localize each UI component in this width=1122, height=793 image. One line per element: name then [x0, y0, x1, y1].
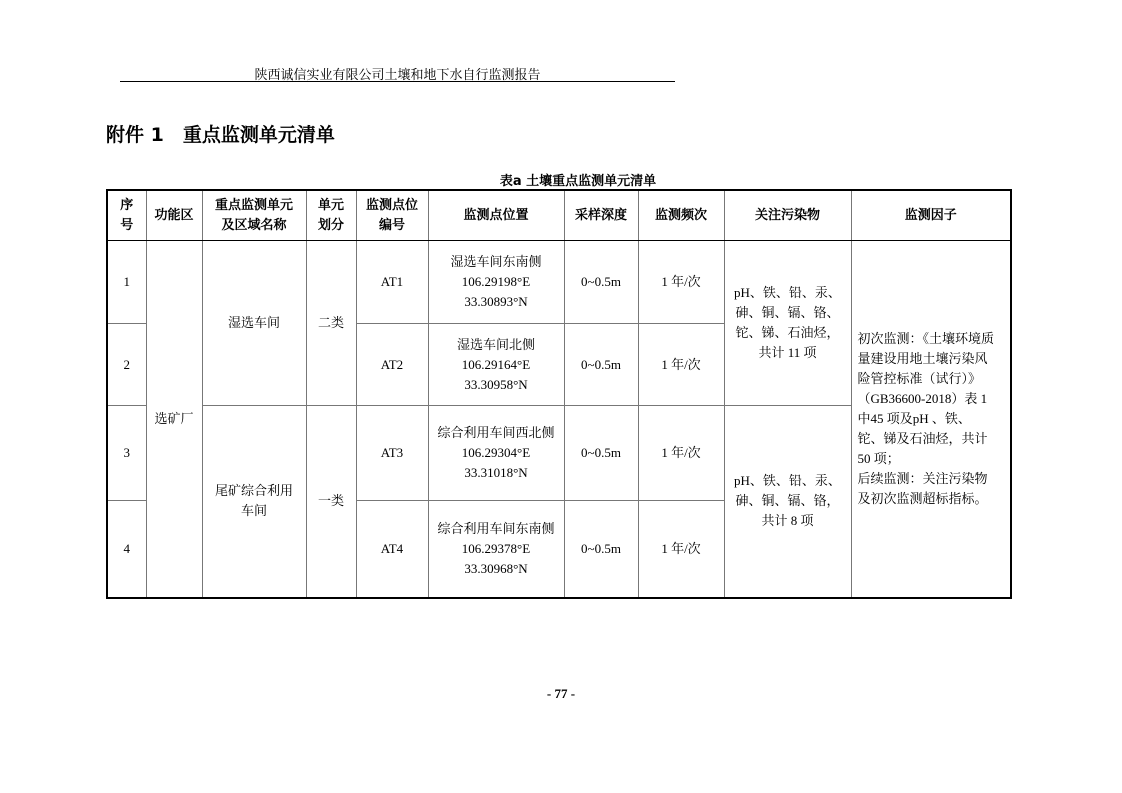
row-no: 3 — [107, 406, 146, 501]
location — [428, 241, 564, 324]
pollutant-line: 共计 11 项 — [758, 345, 817, 360]
column-header-line: 及区域名称 — [221, 217, 287, 233]
factor-line: 初次监测：《土壤环境质 — [857, 330, 995, 346]
column-header — [851, 190, 1011, 241]
factor-line: 50 项； — [857, 450, 900, 466]
monitoring-factors — [851, 241, 1011, 598]
pollutants — [724, 241, 851, 406]
factor-line: 险管控标准（试行）》 — [857, 370, 982, 386]
location-lon: 106.29378°E — [461, 540, 531, 556]
factor-line: 量建设用地土壤污染风 — [857, 350, 988, 366]
factor-line: 后续监测：关注污染物 — [857, 470, 988, 486]
point-depth: 0~0.5m — [564, 241, 638, 324]
factor-line: 及初次监测超标指标。 — [857, 490, 988, 506]
point-depth: 0~0.5m — [564, 501, 638, 598]
column-header-line: 功能区 — [154, 207, 194, 223]
location-lon: 106.29164°E — [461, 356, 531, 372]
point-code: AT2 — [356, 324, 428, 406]
factor-line: （GB36600-2018）表 1 — [857, 390, 988, 406]
unit-class: 二类 — [306, 241, 356, 406]
pollutant-line: 铊、锑、石油烃， — [735, 325, 840, 340]
location-loc: 综合利用车间西北侧 — [437, 425, 555, 440]
column-header — [638, 190, 724, 241]
location — [428, 406, 564, 501]
column-header — [107, 190, 146, 241]
table-caption: 表a 土壤重点监测单元清单 — [499, 174, 657, 189]
pollutant-line: 共计 8 项 — [761, 513, 814, 529]
page-number: - 77 - — [546, 686, 576, 701]
point-code: AT4 — [356, 501, 428, 598]
column-header-line: 采样深度 — [574, 207, 627, 223]
point-code: AT3 — [356, 406, 428, 501]
location-lat: 33.30958°N — [464, 376, 528, 392]
column-header-line: 编号 — [378, 217, 405, 233]
function-area: 选矿厂 — [146, 241, 202, 598]
running-header: 陕西诚信实业有限公司土壤和地下水自行监测报告 — [254, 67, 541, 82]
point-depth: 0~0.5m — [564, 324, 638, 406]
point-code: AT1 — [356, 241, 428, 324]
unit-name: 湿选车间 — [202, 241, 306, 406]
column-header-line: 监测因子 — [904, 207, 957, 223]
pollutant-line: 砷、铜、镉、铬、 — [735, 305, 840, 320]
unit-name — [202, 406, 306, 598]
monitoring-unit-table — [106, 189, 1012, 599]
column-header — [428, 190, 564, 241]
location-lon: 106.29304°E — [461, 445, 531, 460]
point-freq: 1 年/次 — [638, 241, 724, 324]
column-header-line: 号 — [120, 217, 134, 233]
point-freq: 1 年/次 — [638, 406, 724, 501]
column-header-line: 监测点位置 — [463, 207, 529, 223]
unit-name-text: 尾矿综合利用车间 — [214, 483, 293, 519]
location-lat: 33.30893°N — [464, 294, 528, 309]
column-header-line: 监测点位 — [365, 197, 418, 213]
pollutant-line: pH、铁、铅、汞、 — [734, 285, 841, 300]
column-header-line: 序 — [120, 197, 134, 213]
column-header — [564, 190, 638, 241]
column-header — [356, 190, 428, 241]
column-header — [724, 190, 851, 241]
location-lat: 33.30968°N — [464, 560, 528, 576]
column-header-text: 单元划分 — [317, 197, 344, 233]
column-header — [202, 190, 306, 241]
column-header-line: 监测频次 — [654, 207, 707, 223]
row-no: 1 — [107, 241, 146, 324]
row-no: 4 — [107, 501, 146, 598]
pollutant-line: pH、铁、铅、汞、 — [734, 473, 841, 489]
column-header-line: 关注污染物 — [754, 207, 820, 223]
table-row — [107, 241, 1011, 324]
location — [428, 501, 564, 598]
point-depth: 0~0.5m — [564, 406, 638, 501]
point-freq: 1 年/次 — [638, 501, 724, 598]
location — [428, 324, 564, 406]
row-no: 2 — [107, 324, 146, 406]
pollutant-line: 砷、铜、镉、铬， — [735, 493, 840, 509]
column-header-line: 重点监测单元 — [214, 197, 293, 213]
factor-line: 中45 项及pH 、铁、 — [857, 410, 971, 426]
location-lat: 33.31018°N — [464, 465, 528, 480]
table-header-row — [107, 190, 1011, 241]
header-rule — [120, 81, 675, 82]
location-loc: 湿选车间东南侧 — [450, 254, 542, 269]
pollutants — [724, 406, 851, 598]
column-header — [146, 190, 202, 241]
factor-line: 铊、锑及石油烃，共计 — [857, 430, 988, 446]
column-header — [306, 190, 356, 241]
location-loc: 综合利用车间东南侧 — [437, 520, 555, 536]
location-loc: 湿选车间北侧 — [456, 336, 535, 352]
appendix-title: 附件 1 重点监测单元清单 — [106, 124, 335, 146]
unit-class: 一类 — [306, 406, 356, 598]
location-lon: 106.29198°E — [461, 274, 531, 289]
point-freq: 1 年/次 — [638, 324, 724, 406]
